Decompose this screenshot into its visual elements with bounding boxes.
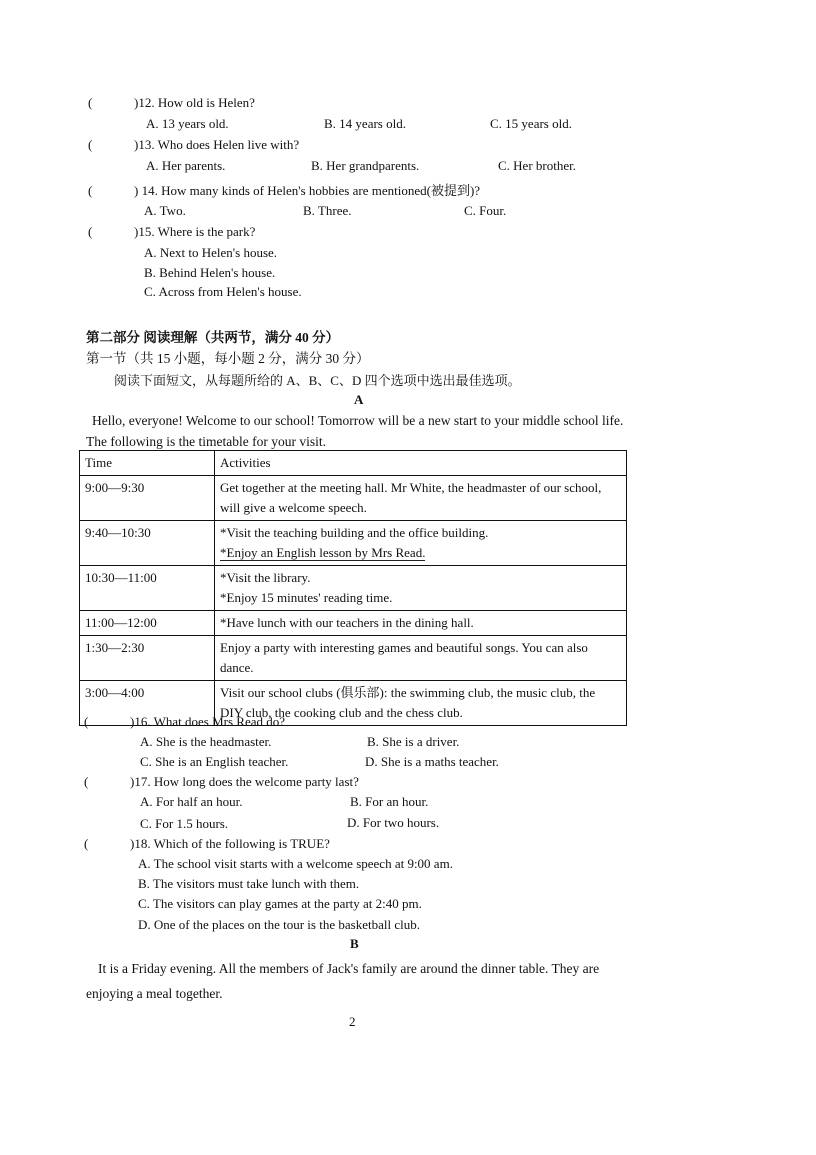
question-13 — [88, 137, 299, 153]
activity-cell: Get together at the meeting hall. Mr White, the headmaster of our school, will give a welcome speech. — [215, 476, 627, 521]
answer-blank: ( — [88, 137, 93, 152]
option: C. 15 years old. — [490, 116, 572, 131]
option: D. She is a maths teacher. — [365, 754, 499, 769]
page-number: 2 — [349, 1014, 356, 1029]
question-stem: )13. Who does Helen live with? — [134, 137, 300, 152]
passage-b-letter: B — [350, 936, 359, 951]
time-cell: 10:30—11:00 — [80, 566, 215, 611]
option: B. Behind Helen's house. — [144, 265, 276, 280]
option: A. Her parents. — [146, 158, 226, 173]
answer-blank: ( — [84, 836, 89, 851]
option: C. Across from Helen's house. — [144, 284, 302, 299]
column-header-activities: Activities — [215, 451, 627, 476]
option: D. One of the places on the tour is the basketball club. — [138, 917, 420, 932]
section-heading: 第一节（共 15 小题，每小题 2 分，满分 30 分） — [86, 351, 370, 366]
part-heading: 第二部分 阅读理解（共两节，满分 40 分） — [86, 330, 340, 345]
passage-a-letter: A — [354, 392, 364, 407]
time-cell: 3:00—4:00 — [80, 681, 215, 726]
activity-cell: Enjoy a party with interesting games and beautiful songs. You can also dance. — [215, 636, 627, 681]
activity-line: *Enjoy 15 minutes' reading time. — [220, 590, 393, 605]
activity-cell: *Have lunch with our teachers in the dining hall. — [215, 611, 627, 636]
time-cell: 1:30—2:30 — [80, 636, 215, 681]
option: C. Her brother. — [498, 158, 576, 173]
option: C. For 1.5 hours. — [140, 816, 229, 831]
instruction-text: 阅读下面短文，从每题所给的 A、B、C、D 四个选项中选出最佳选项。 — [114, 373, 521, 388]
table-row — [80, 476, 627, 521]
option: A. 13 years old. — [146, 116, 229, 131]
question-stem: )12. How old is Helen? — [134, 95, 255, 110]
question-12 — [88, 95, 255, 111]
passage-b-text: It is a Friday evening. All the members of Jack's family are around the dinner table. They are enjoying a meal together. — [86, 961, 600, 1001]
table-row — [80, 611, 627, 636]
option: A. She is the headmaster. — [140, 734, 272, 749]
option: B. She is a driver. — [367, 734, 460, 749]
time-cell: 9:00—9:30 — [80, 476, 215, 521]
activity-line: *Visit the library. — [220, 570, 311, 585]
passage-a-intro: Hello, everyone! Welcome to our school! Tomorrow will be a new start to your middle school life. The following is the timetable for your visit. — [86, 413, 624, 449]
question-14 — [88, 180, 480, 199]
question-15 — [88, 224, 255, 240]
option: C. The visitors can play games at the party at 2:40 pm. — [138, 896, 422, 911]
answer-blank: ( — [84, 774, 89, 789]
time-cell: 9:40—10:30 — [80, 521, 215, 566]
option: A. Two. — [144, 203, 186, 218]
question-stem: )16. What does Mrs Read do? — [130, 714, 286, 729]
option: A. Next to Helen's house. — [144, 245, 278, 260]
option: B. For an hour. — [350, 794, 429, 809]
question-stem: )17. How long does the welcome party last? — [130, 774, 359, 789]
option: C. She is an English teacher. — [140, 754, 289, 769]
question-stem: )15. Where is the park? — [134, 224, 256, 239]
question-stem: ) 14. How many kinds of Helen's hobbies are mentioned(被提到)? — [134, 183, 481, 198]
option: B. Her grandparents. — [311, 158, 420, 173]
answer-blank: ( — [88, 224, 93, 239]
time-cell: 11:00—12:00 — [80, 611, 215, 636]
question-stem: )18. Which of the following is TRUE? — [130, 836, 330, 851]
option: B. The visitors must take lunch with them. — [138, 876, 360, 891]
option: A. The school visit starts with a welcome speech at 9:00 am. — [138, 856, 453, 871]
column-header-time: Time — [80, 451, 215, 476]
option: D. For two hours. — [347, 815, 440, 830]
activity-line: *Visit the teaching building and the office building. — [220, 525, 489, 540]
answer-blank: ( — [84, 714, 89, 729]
underlined-activity: *Enjoy an English lesson by Mrs Read. — [220, 545, 426, 560]
answer-blank: ( — [88, 183, 93, 198]
question-16 — [84, 714, 285, 730]
option: A. For half an hour. — [140, 794, 243, 809]
timetable — [79, 450, 627, 726]
question-17 — [84, 774, 359, 790]
option: B. 14 years old. — [324, 116, 406, 131]
answer-blank: ( — [88, 95, 93, 110]
option: B. Three. — [303, 203, 352, 218]
activity-line — [220, 543, 621, 563]
activity-cell — [215, 566, 627, 611]
option: C. Four. — [464, 203, 507, 218]
question-18 — [84, 836, 330, 852]
activity-cell: Visit our school clubs (俱乐部): the swimming club, the music club, the DIY club, the cooking club and the chess club. — [215, 681, 627, 726]
table-row — [80, 521, 627, 566]
activity-cell — [215, 521, 627, 566]
table-row — [80, 566, 627, 611]
table-header-row — [80, 451, 627, 476]
table-row — [80, 636, 627, 681]
